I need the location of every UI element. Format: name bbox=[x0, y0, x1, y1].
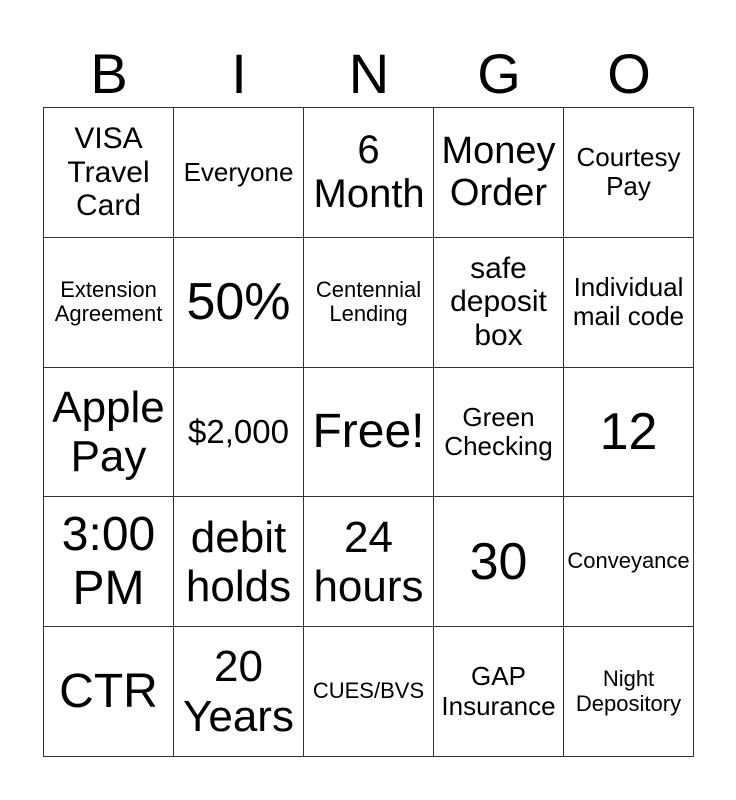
cell-text: Green Checking bbox=[444, 401, 553, 461]
cell-text: 3:00 PM bbox=[61, 508, 156, 615]
cell-text: Conveyance bbox=[567, 548, 690, 574]
cell-text: 20 Years bbox=[183, 642, 294, 741]
cell-text: Free! bbox=[312, 405, 425, 459]
bingo-cell[interactable] bbox=[304, 238, 434, 368]
cell-text: Everyone bbox=[183, 156, 294, 187]
cell-text: Extension Agreement bbox=[54, 276, 163, 327]
bingo-cell[interactable] bbox=[564, 497, 694, 627]
bingo-cell[interactable] bbox=[304, 368, 434, 498]
header-letter-g: G bbox=[477, 42, 521, 105]
header-letter-n: N bbox=[348, 42, 390, 105]
bingo-cell[interactable] bbox=[44, 497, 174, 627]
bingo-cell[interactable] bbox=[304, 627, 434, 757]
cell-text: Night Depository bbox=[575, 665, 682, 716]
cell-text: debit holds bbox=[185, 512, 292, 611]
header-letter-i: I bbox=[231, 42, 247, 105]
cell-text: Centennial Lending bbox=[315, 276, 422, 327]
cell-text: safe deposit box bbox=[450, 251, 547, 352]
cell-text: Courtesy Pay bbox=[576, 142, 681, 202]
bingo-cell[interactable] bbox=[44, 238, 174, 368]
bingo-cell[interactable] bbox=[174, 497, 304, 627]
bingo-cell[interactable] bbox=[434, 627, 564, 757]
bingo-cell[interactable] bbox=[564, 238, 694, 368]
bingo-cell[interactable] bbox=[434, 108, 564, 238]
cell-text: 12 bbox=[599, 402, 658, 461]
cell-text: CTR bbox=[59, 664, 158, 718]
bingo-cell[interactable] bbox=[304, 108, 434, 238]
bingo-header bbox=[44, 40, 694, 108]
bingo-cell[interactable] bbox=[174, 238, 304, 368]
bingo-cell[interactable] bbox=[564, 108, 694, 238]
bingo-cell[interactable] bbox=[174, 627, 304, 757]
cell-text: 6 Month bbox=[313, 127, 425, 217]
cell-text: $2,000 bbox=[188, 412, 289, 450]
cell-text: CUES/BVS bbox=[312, 678, 425, 704]
bingo-cell[interactable] bbox=[304, 497, 434, 627]
bingo-cell[interactable] bbox=[434, 238, 564, 368]
bingo-grid bbox=[43, 107, 694, 757]
cell-text: 50% bbox=[186, 273, 291, 332]
bingo-cell[interactable] bbox=[44, 108, 174, 238]
bingo-cell[interactable] bbox=[174, 368, 304, 498]
cell-text: Money Order bbox=[441, 129, 556, 215]
bingo-cell[interactable] bbox=[44, 368, 174, 498]
bingo-cell[interactable] bbox=[564, 368, 694, 498]
bingo-cell[interactable] bbox=[564, 627, 694, 757]
cell-text: Individual mail code bbox=[572, 272, 685, 332]
bingo-cell[interactable] bbox=[434, 497, 564, 627]
cell-text: 24 hours bbox=[313, 512, 424, 611]
cell-text: 30 bbox=[469, 532, 528, 591]
cell-text: GAP Insurance bbox=[441, 661, 556, 721]
bingo-cell[interactable] bbox=[174, 108, 304, 238]
cell-text: Apple Pay bbox=[52, 382, 165, 481]
header-letter-b: B bbox=[90, 42, 128, 105]
header-letter-o: O bbox=[607, 42, 651, 105]
cell-text: VISA Travel Card bbox=[67, 122, 150, 223]
bingo-cell[interactable] bbox=[434, 368, 564, 498]
bingo-cell[interactable] bbox=[44, 627, 174, 757]
